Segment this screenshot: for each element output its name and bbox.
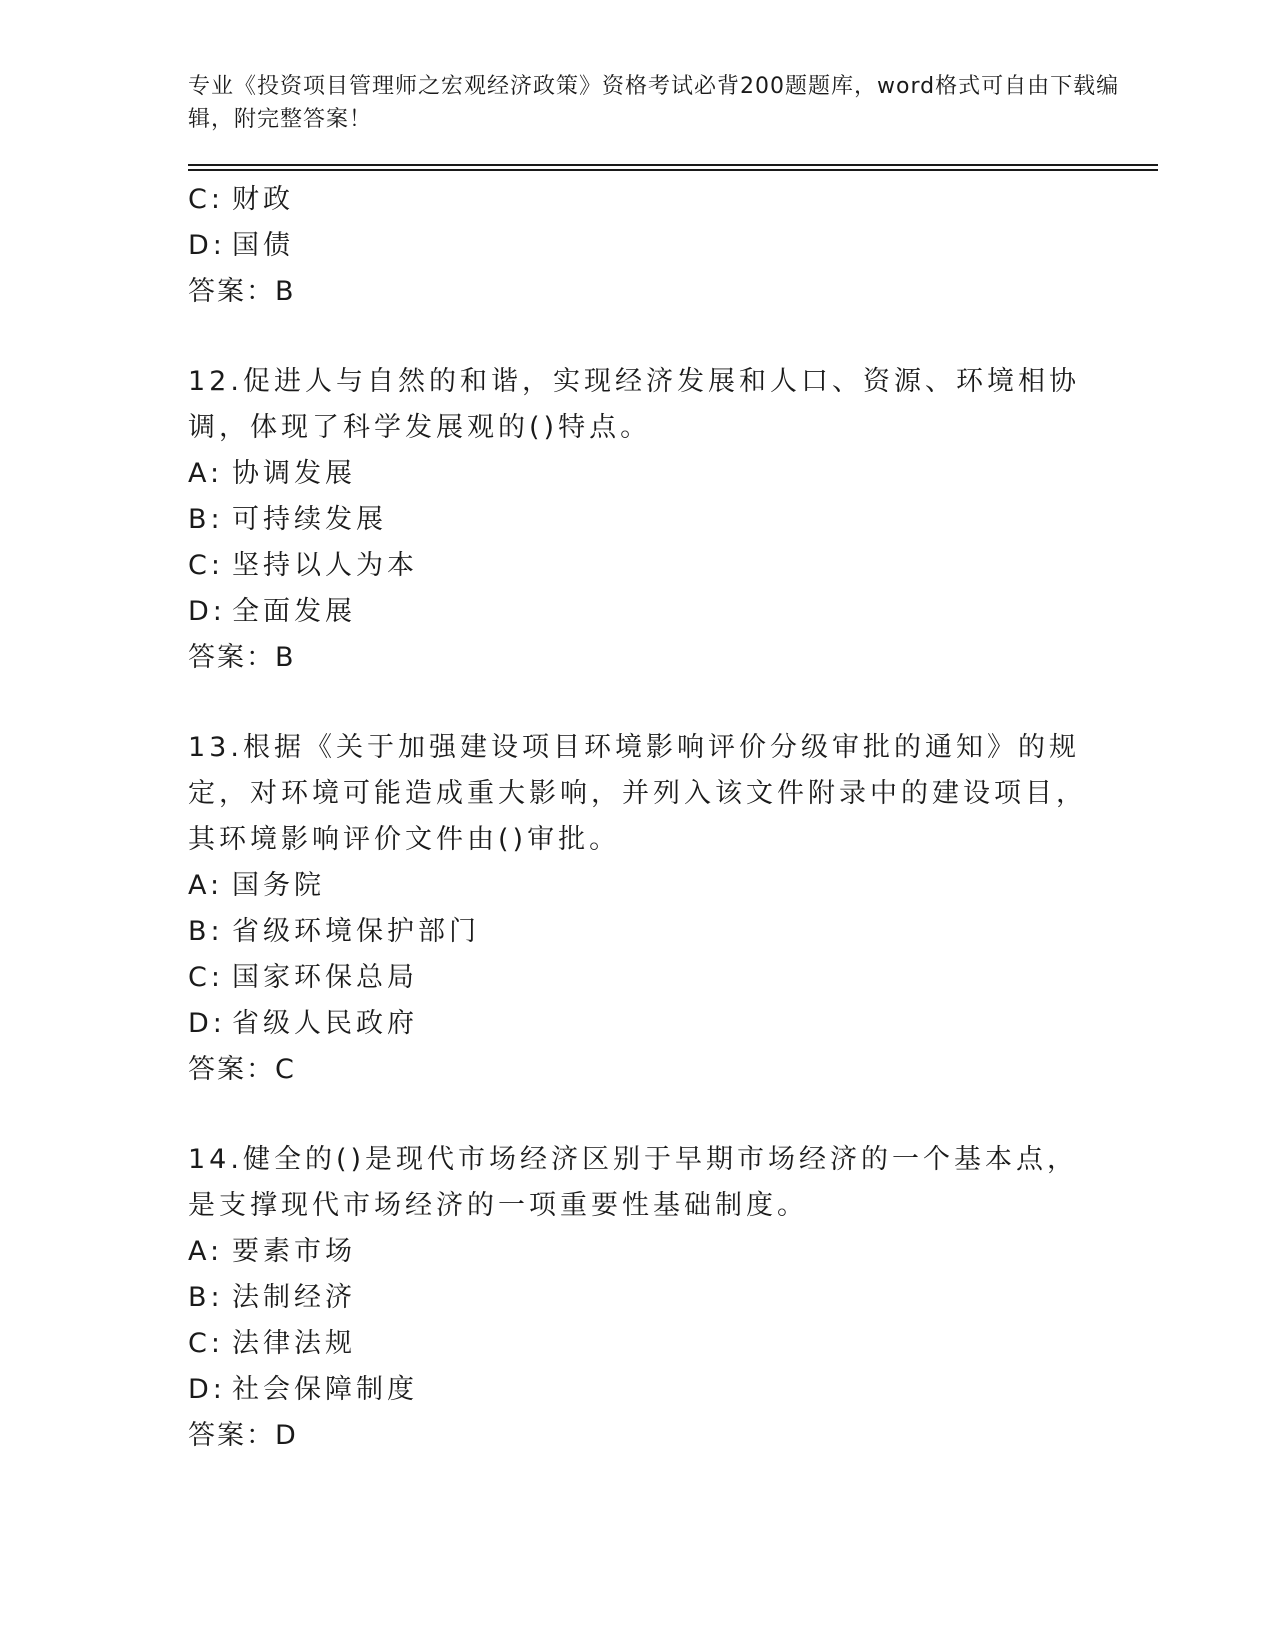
document-header: 专业《投资项目管理师之宏观经济政策》资格考试必背200题题库，word格式可自由下载编辑，附完整答案！ bbox=[188, 74, 1120, 132]
option-a bbox=[188, 863, 1158, 909]
option-label: A: bbox=[188, 870, 224, 901]
question-text: 13.根据《关于加强建设项目环境影响评价分级审批的通知》的规定，对环境可能造成重大影响，并列入该文件附录中的建设项目，其环境影响评价文件由()审批。 bbox=[188, 732, 1087, 855]
document-page bbox=[188, 70, 1158, 1459]
option-text: 可持续发展 bbox=[232, 504, 387, 535]
option-c bbox=[188, 177, 1158, 223]
option-label: B: bbox=[188, 1282, 224, 1313]
option-label: B: bbox=[188, 504, 224, 535]
option-label: A: bbox=[188, 458, 224, 489]
option-c bbox=[188, 543, 1158, 589]
option-a bbox=[188, 451, 1158, 497]
header-divider bbox=[188, 164, 1158, 171]
answer-line: 答案：D bbox=[188, 1420, 298, 1451]
option-text: 国债 bbox=[232, 230, 294, 261]
option-text: 协调发展 bbox=[232, 458, 356, 489]
option-label: C: bbox=[188, 962, 224, 993]
option-b bbox=[188, 1275, 1158, 1321]
answer-line: 答案：B bbox=[188, 276, 296, 307]
option-label: B: bbox=[188, 916, 224, 947]
option-c bbox=[188, 1321, 1158, 1367]
option-text: 法律法规 bbox=[232, 1328, 356, 1359]
question-block-14 bbox=[188, 1137, 1158, 1459]
answer-line: 答案：B bbox=[188, 642, 296, 673]
option-d bbox=[188, 1367, 1158, 1413]
option-d bbox=[188, 1001, 1158, 1047]
question-block-continued bbox=[188, 177, 1158, 315]
option-text: 法制经济 bbox=[232, 1282, 356, 1313]
option-a bbox=[188, 1229, 1158, 1275]
option-text: 要素市场 bbox=[232, 1236, 356, 1267]
divider-line-bottom bbox=[188, 169, 1158, 171]
question-block-12 bbox=[188, 359, 1158, 681]
question-text: 12.促进人与自然的和谐，实现经济发展和人口、资源、环境相协调，体现了科学发展观的()特点。 bbox=[188, 366, 1080, 443]
option-label: C: bbox=[188, 550, 224, 581]
question-block-13 bbox=[188, 725, 1158, 1093]
divider-line-top bbox=[188, 164, 1158, 166]
option-label: C: bbox=[188, 1328, 224, 1359]
option-text: 国务院 bbox=[232, 870, 325, 901]
option-b bbox=[188, 909, 1158, 955]
option-text: 财政 bbox=[232, 184, 294, 215]
option-label: D: bbox=[188, 596, 226, 627]
option-text: 省级人民政府 bbox=[232, 1008, 418, 1039]
option-d bbox=[188, 589, 1158, 635]
option-text: 社会保障制度 bbox=[232, 1374, 418, 1405]
option-label: D: bbox=[188, 1008, 226, 1039]
option-label: D: bbox=[188, 230, 226, 261]
option-c bbox=[188, 955, 1158, 1001]
option-text: 全面发展 bbox=[232, 596, 356, 627]
option-text: 坚持以人为本 bbox=[232, 550, 418, 581]
option-text: 国家环保总局 bbox=[232, 962, 418, 993]
question-list bbox=[188, 177, 1158, 1459]
option-label: A: bbox=[188, 1236, 224, 1267]
option-b bbox=[188, 497, 1158, 543]
option-label: D: bbox=[188, 1374, 226, 1405]
option-d bbox=[188, 223, 1158, 269]
option-text: 省级环境保护部门 bbox=[232, 916, 480, 947]
option-label: C: bbox=[188, 184, 224, 215]
answer-line: 答案：C bbox=[188, 1054, 296, 1085]
question-text: 14.健全的()是现代市场经济区别于早期市场经济的一个基本点，是支撑现代市场经济的一项重要性基础制度。 bbox=[188, 1144, 1079, 1221]
